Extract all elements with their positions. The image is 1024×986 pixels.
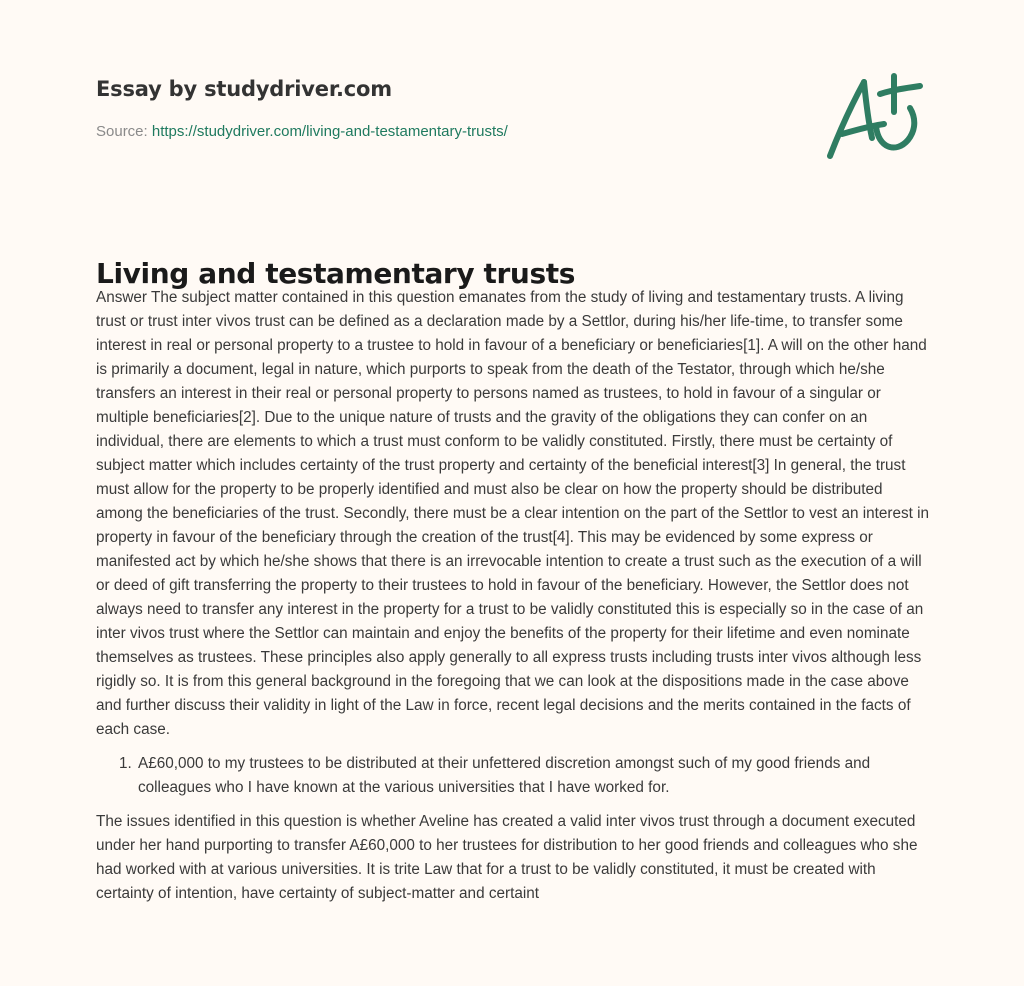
dispositions-list	[96, 752, 932, 800]
paragraph-intro: Answer The subject matter contained in this question emanates from the study of living and testamentary trusts. A living trust or trust inter vivos trust can be defined as a declaration made by a Settlor, during his/her life-time, to transfer some interest in real or personal property to a trustee to hold in favour of a beneficiary or beneficiaries[1]. A will on the other hand is primarily a document, legal in nature, which purports to speak from the death of the Testator, through which he/she transfers an interest in their real or personal property to persons named as trustees, to hold in favour of a singular or multiple beneficiaries[2]. Due to the unique nature of trusts and the gravity of the obligations they can confer on an individual, there are elements to which a trust must conform to be validly constituted. Firstly, there must be certainty of subject matter which includes certainty of the trust property and certainty of the beneficial interest[3] In general, the trust must allow for the property to be properly identified and must also be clear on how the property should be distributed among the beneficiaries of the trust. Secondly, there must be a clear intention on the part of the Settlor to vest an interest in property in favour of the beneficiary through the creation of the trust[4]. This may be evidenced by some express or manifested act by which he/she shows that there is an irrevocable intention to create a trust such as the execution of a will or deed of gift transferring the property to their trustees to hold in favour of the beneficiary. However, the Settlor does not always need to transfer any interest in the property for a trust to be validly constituted this is especially so in the case of an inter vivos trust where the Settlor can maintain and enjoy the benefits of the property for their lifetime and even nominate themselves as trustees. These principles also apply generally to all express trusts including trusts inter vivos although less rigidly so. It is from this general background in the foregoing that we can look at the dispositions made in the case above and further discuss their validity in light of the Law in force, recent legal decisions and the merits contained in the facts of each case.	[96, 289, 930, 738]
source-link[interactable]: https://studydriver.com/living-and-testamentary-trusts/	[151, 123, 508, 140]
list-item: 1. A£60,000 to my trustees to be distributed at their unfettered discretion amongst such of my good friends and colleagues who I have known at the various universities that I have worked for.	[136, 752, 932, 800]
essay-by-heading: Essay by studydriver.com	[96, 77, 392, 101]
page-header	[96, 74, 936, 142]
a-plus-grade-icon	[822, 68, 932, 164]
article-body	[96, 286, 932, 906]
article-title: Living and testamentary trusts	[96, 257, 575, 290]
paragraph-issues: The issues identified in this question is whether Aveline has created a valid inter vivos trust through a document executed under her hand purporting to transfer A£60,000 to her trustees for distribution to her good friends and colleagues who she had worked with at various universities. It is trite Law that for a trust to be validly constituted, it must be created with certainty of intention, have certainty of subject-matter and certaint	[96, 813, 918, 902]
source-line	[96, 122, 936, 142]
source-label: Source:	[96, 123, 148, 140]
